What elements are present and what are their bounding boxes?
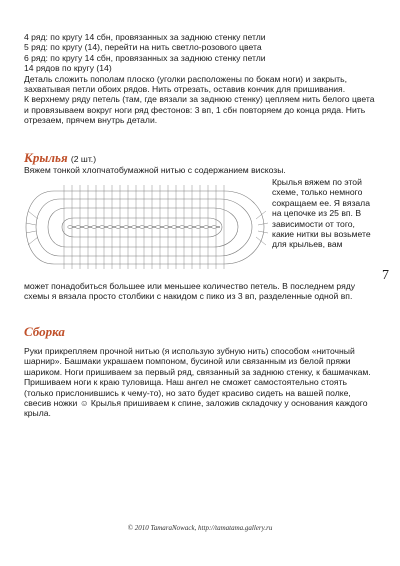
assembly-title: Сборка bbox=[24, 324, 65, 339]
fold-instructions: Деталь сложить пополам плоско (уголки расположены по бокам ноги) и закрыть, захватывая петли обоих рядов. Нить отрезать, оставив кончик для пришивания. bbox=[24, 73, 347, 95]
row-5-line: 5 ряд: по кругу (14), перейти на нить светло-розового цвета bbox=[24, 42, 262, 53]
wings-count: (2 шт.) bbox=[70, 154, 97, 164]
assembly-text: Руки прикрепляем прочной нитью (я использую зубную нить) способом «ниточный шарнир». Башмаки украшаем помпоном, бусиной или связанным из белой пряжи шариком. Ноги пришиваем за первый ряд, связанный за заднюю стенку, к башмачкам. Пришиваем ноги к краю туловища. Наш ангел не сможет самостоятельно стоять (только прислонившись к чему-то), но зато будет красиво сидеть на вашей полке, свесив ножки ☺ Крылья пришиваем к спине, заложив складочку у основания каждого крыла. bbox=[24, 346, 371, 419]
wings-side-text: Крылья вяжем по этой схеме, только немного сокращаем ее. Я вязала на цепочке из 25 вп. В зависимости от того, какие нитки вы возьмете для крыльев, вам bbox=[272, 177, 371, 250]
row-6-line: 6 ряд: по кругу 14 сбн, провязанных за заднюю стенку петли bbox=[24, 52, 266, 63]
assembly-heading bbox=[24, 324, 65, 339]
footer-copyright: © 2010 TamaraNowack, http://tamatama.gallery.ru bbox=[127, 524, 273, 532]
wings-subtitle: Вяжем тонкой хлопчатобумажной нитью с содержанием вискозы. bbox=[24, 165, 286, 175]
wings-continued-text: может понадобиться большее или меньшее количество петель. В последнем ряду схемы я вязала просто столбики с накидом с пико из 3 вп, разделенные одной вп. bbox=[24, 281, 356, 302]
row-4-line: 4 ряд: по кругу 14 сбн, провязанных за заднюю стенку петли bbox=[24, 32, 266, 42]
rows-14-line: 14 рядов по кругу (14) bbox=[24, 63, 112, 74]
wing-crochet-diagram bbox=[24, 181, 270, 274]
intro-section bbox=[24, 32, 376, 126]
edge-instructions: К верхнему ряду петель (там, где вязали за заднюю стенку) цепляем нить белого цвета и провязываем вокруг ноги ряд фестонов: 3 вп, 1 сбн повторяем до конца ряда. Нить отрезаем, прячем внутрь детали. bbox=[24, 94, 375, 126]
page-number: 7 bbox=[382, 268, 389, 283]
wings-title: Крылья bbox=[24, 150, 68, 165]
